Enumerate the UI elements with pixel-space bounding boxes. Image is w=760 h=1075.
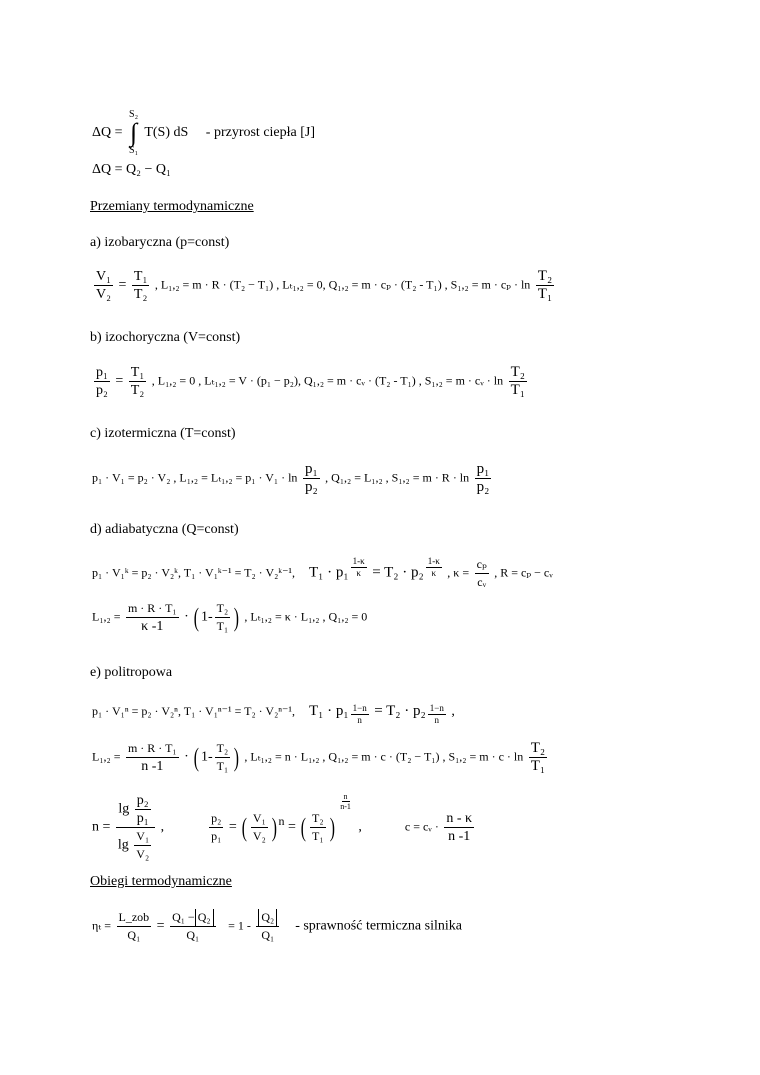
adiabatic-equation-1: p₁ · V₁ᵏ = p₂ · V₂ᵏ, T₁ · V₁ᵏ⁻¹ = T₂ · V₂ᵏ⁻¹, T₁ · p₁ $\frac{1-\kappa}{\kappa}$ = T₂ · p₂ $\frac{1-\kappa}{\kappa}$ , κ = $\frac{\text{cₚ}}{\text{cᵥ}}$ , R = cₚ − cᵥ xyxy=(92,556,553,589)
polytropic-equation-1: p₁ · V₁ⁿ = p₂ · V₂ⁿ, T₁ · V₁ⁿ⁻¹ = T₂ · V₂ⁿ⁻¹, T₁ · p₁ $\frac{1-n}{n}$ = T₂ · p₂ $\frac{1-n}{n}$ , xyxy=(92,703,455,725)
polytropic-exponent-fraction: lg $\frac{\text{p₂}}{\text{p₁}}$ lg $\frac{\text{V₁}}{\text{V₂}}$ xyxy=(116,792,155,863)
ln-temperature-ratio: $\frac{\text{T₂}}{\text{T₁}}$ xyxy=(537,268,553,302)
volume-ratio: $\frac{\text{V₁}}{\text{V₂}}$ xyxy=(96,269,111,302)
polytropic-equation-2: L₁,₂ = $\frac{\text{m · R · T₁}}{n -1}$ · ( 1- $\frac{\text{T₂}}{\text{T₁}}$ ) , Lₜ₁,₂ = n · L₁,₂ , Q₁,₂ = m · c · (T₂ − T₁) , S₁,₂ = m · c · ln $\frac{\text{T₂}}{\text{T₁}}$ xyxy=(92,740,546,774)
integral-upper-limit: S₂ xyxy=(129,109,139,120)
pressure-ratio: $\frac{\text{p₁}}{\text{p₂}}$ xyxy=(96,365,108,398)
exponent-1: $\frac{1-n}{n}$ xyxy=(352,703,367,725)
integrand: T(S) dS xyxy=(144,125,189,141)
section-adiabatic: d) adiabatyczna (Q=const) xyxy=(90,522,239,537)
section-isobaric: a) izobaryczna (p=const) xyxy=(90,235,230,250)
work-fraction: $\frac{\text{m · R · T₁}}{\kappa -1}$ xyxy=(127,601,177,634)
section-polytropic: e) politropowa xyxy=(90,665,173,680)
isothermal-equation: p₁ · V₁ = p₂ · V₂ , L₁,₂ = Lₜ₁,₂ = p₁ · V₁ · ln $\frac{\text{p₁}}{\text{p₂}}$ , Q₁,₂ = L₁,₂ , S₁,₂ = m · R · ln $\frac{\text{p₁}}{\text{p₂}}$ xyxy=(92,461,490,495)
isochoric-relations: , L₁,₂ = 0 , Lₜ₁,₂ = V · (p₁ − p₂), Q₁,₂ = m · cᵥ · (T₂ - T₁) , S₁,₂ = m · cᵥ · ln xyxy=(151,373,504,388)
temperature-ratio: $\frac{\text{T₁}}{\text{T₂}}$ xyxy=(130,365,145,398)
isochoric-equation: $\frac{\text{p₁}}{\text{p₂}}$ = $\frac{\text{T₁}}{\text{T₂}}$ , L₁,₂ = 0 , Lₜ₁,₂ = V · (p₁ − p₂), Q₁,₂ = m · cᵥ · (T₂ - T₁) , S₁,₂ = m · cᵥ · ln $\frac{\text{T₂}}{\text{T₁}}$ xyxy=(96,364,525,398)
ln-temperature-ratio: $\frac{\text{T₂}}{\text{T₁}}$ xyxy=(510,364,525,398)
thermal-efficiency-equation: ηₜ = $\frac{\text{L\_zob}}{\text{Q₁}}$ = $\frac{\text{Q₁ − Q₂}}{\text{Q₁}}$ = 1 - $\frac{\text{Q₂}}{\text{Q₁}}$ - sprawność termiczna silnika xyxy=(92,910,462,942)
polytropic-equation-3: n = lg $\frac{\text{p₂}}{\text{p₁}}$ lg $\frac{\text{V₁}}{\text{V₂}}$ , $\frac{\text{p₂}}{\text{p₁}}$ = ( $\frac{\text{V₁}}{\text{V₂}}$ ) $^n$ = ( $\frac{\text{T₂}}{\text{T₁}}$ ) $\frac{n}{n-1}$ , c = cᵥ · $\frac{n - \kappa}{n -1}$ xyxy=(92,792,473,861)
section-heading-transformations: Przemiany termodynamiczne xyxy=(90,199,254,214)
exponent-2: $\frac{1-n}{n}$ xyxy=(429,703,444,725)
dq-label: ΔQ = xyxy=(92,125,123,141)
specific-heat-fraction: $\frac{n - \kappa}{n -1}$ xyxy=(446,811,473,844)
adiabatic-equation-2: L₁,₂ = $\frac{\text{m · R · T₁}}{\kappa -1}$ · ( 1- $\frac{\text{T₂}}{\text{T₁}}$ ) , Lₜ₁,₂ = κ · L₁,₂ , Q₁,₂ = 0 xyxy=(92,601,368,634)
isobaric-relations: , L₁,₂ = m · R · (T₂ − T₁) , Lₜ₁,₂ = 0, Q₁,₂ = m · cₚ · (T₂ - T₁) , S₁,₂ = m · cₚ · ln xyxy=(154,277,531,292)
section-heading-cycles: Obiegi termodynamiczne xyxy=(90,874,232,889)
heat-difference-equation: ΔQ = Q₂ − Q₁ xyxy=(92,162,171,177)
exponent-1: $\frac{1-\kappa}{\kappa}$ xyxy=(352,556,365,578)
heat-increment-note: - przyrost ciepła [J] xyxy=(205,125,316,141)
integral-lower-limit: S₁ xyxy=(129,145,139,156)
ln-pressure-ratio-entropy: $\frac{\text{p₁}}{\text{p₂}}$ xyxy=(476,461,490,495)
section-isochoric: b) izochoryczna (V=const) xyxy=(90,330,241,345)
heat-integral-equation xyxy=(92,110,315,156)
section-isothermal: c) izotermiczna (T=const) xyxy=(90,426,236,441)
exponent-2: $\frac{1-\kappa}{\kappa}$ xyxy=(427,556,440,578)
temperature-ratio: $\frac{\text{T₁}}{\text{T₂}}$ xyxy=(133,269,148,302)
integral-symbol: S₂ ∫ S₁ xyxy=(129,109,139,156)
ln-pressure-ratio: $\frac{\text{p₁}}{\text{p₂}}$ xyxy=(304,461,318,495)
efficiency-note: - sprawność termiczna silnika xyxy=(295,918,462,934)
isobaric-equation: $\frac{\text{V₁}}{\text{V₂}}$ = $\frac{\text{T₁}}{\text{T₂}}$ , L₁,₂ = m · R · (T₂ − T₁) , Lₜ₁,₂ = 0, Q₁,₂ = m · cₚ · (T₂ - T₁) , S₁,₂ = m · cₚ · ln $\frac{\text{T₂}}{\text{T₁}}$ xyxy=(96,268,553,302)
work-fraction: $\frac{\text{m · R · T₁}}{n -1}$ xyxy=(127,741,177,774)
kappa-ratio: $\frac{\text{cₚ}}{\text{cᵥ}}$ xyxy=(476,557,487,589)
ln-temperature-ratio: $\frac{\text{T₂}}{\text{T₁}}$ xyxy=(530,740,546,774)
